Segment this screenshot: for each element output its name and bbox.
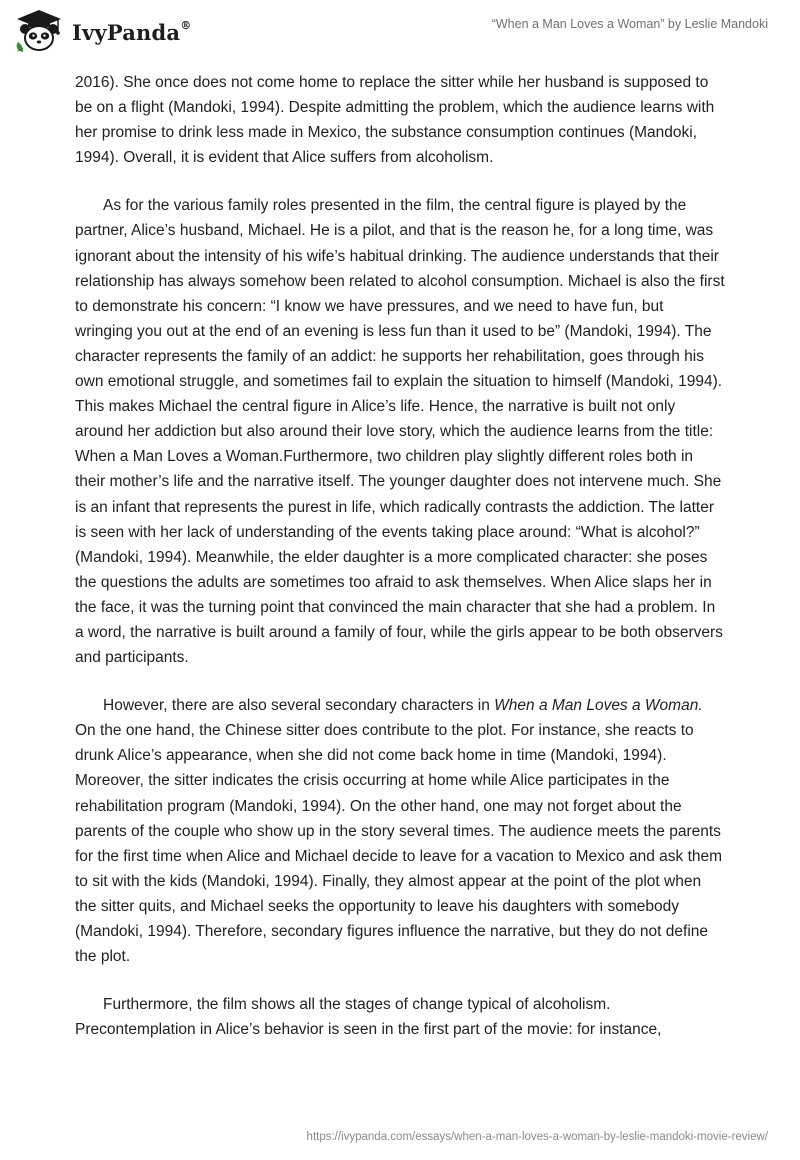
film-title-italic: When a Man Loves a Woman. (494, 697, 703, 715)
source-url[interactable]: https://ivypanda.com/essays/when-a-man-loves-a-woman-by-leslie-mandoki-movie-review/ (306, 1131, 768, 1143)
paragraph-4: Furthermore, the film shows all the stages of change typical of alcoholism. Precontemplation in Alice’s behavior is seen in the first part of the movie: for instance, (75, 996, 662, 1039)
paragraph-2: As for the various family roles presented in the film, the central figure is played by the partner, Alice’s husband, Michael. He is a pilot, and that is the reason he, for a long time, was ignorant about the intensity of his wife’s habitual drinking. The audience understands that their relationship has always somehow been related to alcohol consumption. Michael is also the first to demonstrate his concern: “I know we have pressures, and we need to have fun, but wringing you out at the end of an evening is less fun than it used to be” (Mandoki, 1994). The character represents the family of an addict: he supports her rehabilitation, goes through his own emotional struggle, and sometimes fail to explain the situation to himself (Mandoki, 1994). This makes Michael the central figure in Alice’s life. Hence, the narrative is built not only around her addiction but also around their love story, which the audience learns from the title: When a Man Loves a Woman.Furthermore, two children play slightly different roles both in their mother’s life and the narrative itself. The younger daughter does not intervene much. She is an infant that represents the purest in life, which radically contrasts the addiction. The latter is seen with her lack of understanding of the events taking place around: “What is alcohol?” (Mandoki, 1994). Meanwhile, the elder daughter is a more complicated character: she poses the questions the adults are sometimes too afraid to ask themselves. When Alice slaps her in the face, it was the turning point that convinced the main character that she had a problem. In a word, the narrative is built around a family of four, while the girls appear to be both observers and participants. (75, 197, 725, 667)
paragraph-1: 2016). She once does not come home to replace the sitter while her husband is supposed to be on a flight (Mandoki, 1994). Despite admitting the problem, which the audience learns with her promise to drink less made in Mexico, the substance consumption continues (Mandoki, 1994). Overall, it is evident that Alice suffers from alcoholism. (75, 74, 715, 167)
page-header (0, 0, 800, 64)
paragraph-3-rest: On the one hand, the Chinese sitter does contribute to the plot. For instance, she reacts to drunk Alice’s appearance, when she did not come back home in time (Mandoki, 1994). Moreover, the sitter indicates the crisis occurring at home while Alice participates in the rehabilitation program (Mandoki, 1994). On the other hand, one may not forget about the parents of the couple who show up in the story several times. The audience meets the parents for the first time when Alice and Michael decide to leave for a vacation to Mexico and ask them to sit with the kids (Mandoki, 1994). Finally, they almost appear at the point of the plot when the sitter quits, and Michael seeks the opportunity to leave his daughters with somebody (Mandoki, 1994). Therefore, secondary figures influence the narrative, but they do not define the plot. (75, 722, 723, 966)
ivypanda-logo[interactable] (14, 8, 191, 54)
registered-mark: ® (180, 18, 192, 32)
panda-graduate-icon (14, 8, 64, 54)
paragraph-3-lead: However, there are also several secondary characters in (103, 697, 495, 715)
document-title: “When a Man Loves a Woman” by Leslie Mandoki (491, 17, 768, 31)
essay-body (75, 70, 725, 1065)
paragraph-3 (75, 693, 725, 969)
brand-name: IvyPanda® (72, 18, 192, 45)
